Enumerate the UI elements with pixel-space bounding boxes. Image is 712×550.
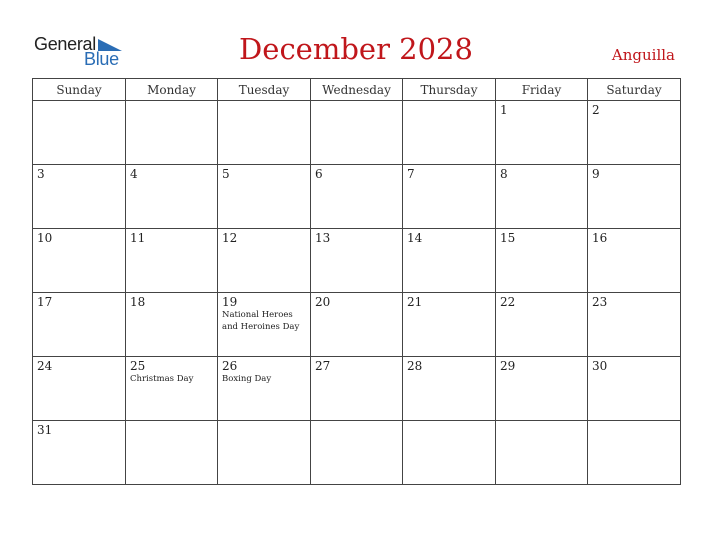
day-number: 14: [407, 231, 423, 245]
week-row: [33, 293, 681, 357]
weekday-header: Monday: [126, 79, 218, 101]
day-number: 19: [222, 295, 238, 309]
day-cell: [218, 421, 311, 485]
day-number: 31: [37, 423, 53, 437]
day-cell: [496, 229, 588, 293]
day-number: [311, 101, 402, 103]
day-number: 9: [592, 167, 600, 181]
day-number: 3: [37, 167, 45, 181]
day-cell: [33, 165, 126, 229]
day-number: 17: [37, 295, 53, 309]
day-cell: [403, 165, 496, 229]
day-number: 26: [222, 359, 238, 373]
day-number: 1: [500, 103, 508, 117]
day-cell: [496, 165, 588, 229]
day-cell: [218, 229, 311, 293]
day-cell: [496, 421, 588, 485]
day-number: [311, 421, 402, 423]
day-number: 11: [130, 231, 146, 245]
day-cell: [218, 165, 311, 229]
day-cell: [218, 357, 311, 421]
day-number: 22: [500, 295, 516, 309]
day-cell: [33, 421, 126, 485]
day-number: 24: [37, 359, 53, 373]
day-cell: [126, 357, 218, 421]
day-cell: [126, 293, 218, 357]
day-cell: [218, 101, 311, 165]
day-number: [33, 101, 125, 103]
calendar-body: [33, 101, 681, 485]
day-cell: [311, 165, 403, 229]
day-number: [218, 421, 310, 423]
day-number: 2: [592, 103, 600, 117]
day-cell: [126, 229, 218, 293]
holiday-label: National Heroes and Heroines Day: [222, 310, 300, 332]
day-number: 12: [222, 231, 238, 245]
week-row: [33, 421, 681, 485]
day-number: 28: [407, 359, 423, 373]
calendar-title: December 2028: [239, 32, 473, 66]
day-cell: [496, 293, 588, 357]
weekday-header: Tuesday: [218, 79, 311, 101]
day-number: [218, 101, 310, 103]
day-number: [496, 421, 587, 423]
day-cell: [33, 229, 126, 293]
week-row: [33, 101, 681, 165]
holiday-label: Boxing Day: [222, 374, 272, 384]
logo-word-blue: Blue: [84, 49, 119, 69]
week-row: [33, 165, 681, 229]
week-row: [33, 229, 681, 293]
day-number: 23: [592, 295, 608, 309]
day-cell: [403, 101, 496, 165]
day-cell: [588, 165, 681, 229]
day-cell: [588, 357, 681, 421]
day-cell: [218, 293, 311, 357]
day-cell: [126, 165, 218, 229]
day-cell: [311, 229, 403, 293]
day-number: 25: [130, 359, 146, 373]
weekday-header: Sunday: [33, 79, 126, 101]
day-cell: [126, 421, 218, 485]
day-number: [403, 421, 495, 423]
day-number: 16: [592, 231, 608, 245]
day-cell: [33, 101, 126, 165]
day-number: 15: [500, 231, 516, 245]
week-row: [33, 357, 681, 421]
day-number: 5: [222, 167, 230, 181]
day-cell: [588, 229, 681, 293]
day-cell: [33, 293, 126, 357]
logo-word-general: General: [34, 34, 96, 54]
day-cell: [126, 101, 218, 165]
day-cell: [496, 101, 588, 165]
day-number: [588, 421, 680, 423]
weekday-header: Wednesday: [311, 79, 403, 101]
day-number: 13: [315, 231, 331, 245]
day-number: 27: [315, 359, 331, 373]
holiday-label: Christmas Day: [130, 374, 194, 384]
day-number: [126, 101, 217, 103]
day-number: 29: [500, 359, 516, 373]
day-cell: [311, 101, 403, 165]
country-name: Anguilla: [611, 46, 675, 64]
day-number: 4: [130, 167, 138, 181]
day-number: 6: [315, 167, 323, 181]
calendar-grid: [32, 78, 681, 485]
day-cell: [311, 293, 403, 357]
day-cell: [403, 229, 496, 293]
day-number: 8: [500, 167, 508, 181]
weekday-header-row: [33, 79, 681, 101]
day-cell: [403, 293, 496, 357]
day-cell: [588, 421, 681, 485]
weekday-header: Friday: [496, 79, 588, 101]
day-cell: [588, 293, 681, 357]
day-number: [126, 421, 217, 423]
day-cell: [403, 421, 496, 485]
day-cell: [588, 101, 681, 165]
day-number: [403, 101, 495, 103]
day-number: 30: [592, 359, 608, 373]
day-number: 18: [130, 295, 146, 309]
day-cell: [311, 357, 403, 421]
day-number: 21: [407, 295, 423, 309]
weekday-header: Saturday: [588, 79, 681, 101]
day-number: 10: [37, 231, 53, 245]
weekday-header: Thursday: [403, 79, 496, 101]
day-number: 20: [315, 295, 331, 309]
day-cell: [496, 357, 588, 421]
day-cell: [311, 421, 403, 485]
day-cell: [33, 357, 126, 421]
day-cell: [403, 357, 496, 421]
day-number: 7: [407, 167, 415, 181]
